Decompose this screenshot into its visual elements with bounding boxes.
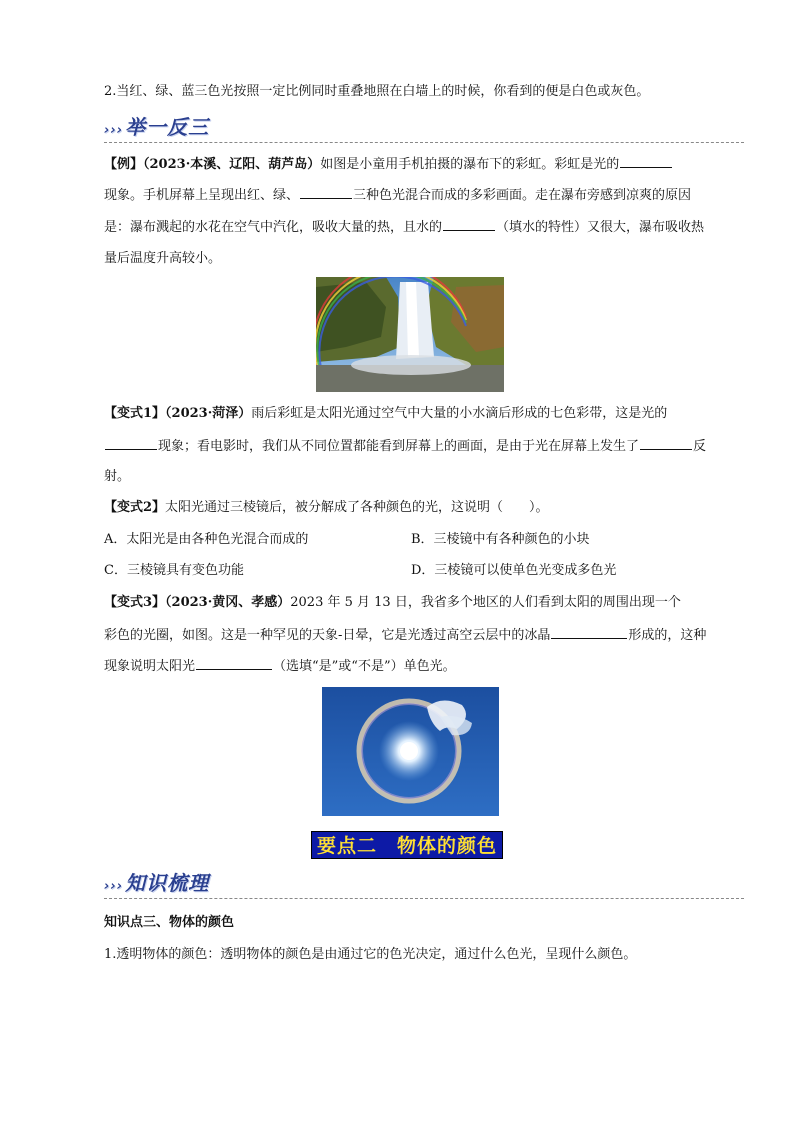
answer-blank (105, 437, 157, 450)
section-title: 知识梳理 (125, 871, 210, 895)
knowledge-line-1: 1.透明物体的颜色：透明物体的颜色是由通过它的色光决定，通过什么色光，呈现什么颜色。 (104, 947, 637, 962)
answer-blank (443, 218, 495, 231)
option-c[interactable]: C．三棱镜具有变色功能 (104, 563, 244, 578)
arrows-icon: ››› (104, 123, 124, 138)
variant3-line-2: 彩色的光圈，如图。这是一种罕见的天象-日晕，它是光透过高空云层中的冰晶 形成的，这种 (104, 628, 707, 643)
variant3-source: （2023·黄冈、孝感） (165, 595, 291, 610)
example-tag: 【例】 (104, 157, 144, 172)
answer-blank (640, 437, 692, 450)
variant3-tag: 【变式3】 (104, 595, 166, 610)
example-source: （2023·本溪、辽阳、葫芦岛） (143, 157, 321, 172)
variant1-line-1: 【变式1】（2023·菏泽）雨后彩虹是太阳光通过空气中大量的小水滴后形成的七色彩带，这是光的 (104, 406, 668, 421)
waterfall-rainbow-photo (316, 277, 504, 392)
knowledge-heading: 知识点三、物体的颜色 (104, 915, 235, 930)
section-title: 举一反三 (125, 115, 210, 139)
example-line-2: 现象。手机屏幕上呈现出红、绿、 三种色光混合而成的多彩画面。走在瀑布旁感到凉爽的原因 (104, 188, 692, 203)
option-a[interactable]: A．太阳光是由各种色光混合而成的 (104, 532, 309, 547)
variant1-tag: 【变式1】 (104, 406, 166, 421)
option-b[interactable]: B．三棱镜中有各种颜色的小块 (411, 532, 590, 547)
variant3-line-1: 【变式3】（2023·黄冈、孝感）2023 年 5 月 13 日，我省多个地区的人们看到太阳的周围出现一个 (104, 595, 681, 610)
variant1-line-2: 现象；看电影时，我们从不同位置都能看到屏幕上的画面，是由于光在屏幕上发生了 反 (104, 437, 706, 456)
variant1-source: （2023·菏泽） (165, 406, 252, 421)
option-d[interactable]: D．三棱镜可以使单色光变成多色光 (411, 563, 617, 578)
section-header-jvyifansan (104, 116, 744, 143)
variant1-line-3: 射。 (104, 469, 131, 484)
arrows-icon: ››› (104, 879, 124, 894)
answer-blank (196, 657, 272, 670)
variant3-line-3: 现象说明太阳光 （选填“是”或“不是”）单色光。 (104, 659, 456, 674)
example-line-1: 【例】（2023·本溪、辽阳、葫芦岛）如图是小童用手机拍摄的瀑布下的彩虹。彩虹是光的 (104, 155, 673, 174)
answer-blank (300, 186, 352, 199)
answer-blank (620, 155, 672, 168)
variant2-tag: 【变式2】 (104, 500, 166, 515)
sun-halo-photo (322, 687, 499, 816)
example-line-4: 量后温度升高较小。 (104, 251, 222, 266)
variant2-line-1: 【变式2】太阳光通过三棱镜后，被分解成了各种颜色的光，这说明（ ）。 (104, 500, 549, 515)
example-line-3: 是：瀑布溅起的水花在空气中汽化，吸收大量的热，且水的 （填水的特性）又很大，瀑布吸收热 (104, 220, 705, 235)
answer-blank (551, 626, 627, 639)
key-point-banner: 要点二 物体的颜色 (311, 831, 503, 859)
intro-point-2: 2.当红、绿、蓝三色光按照一定比例同时重叠地照在白墙上的时候，你看到的便是白色或灰色。 (104, 84, 650, 99)
section-header-zhishishuli (104, 872, 744, 899)
